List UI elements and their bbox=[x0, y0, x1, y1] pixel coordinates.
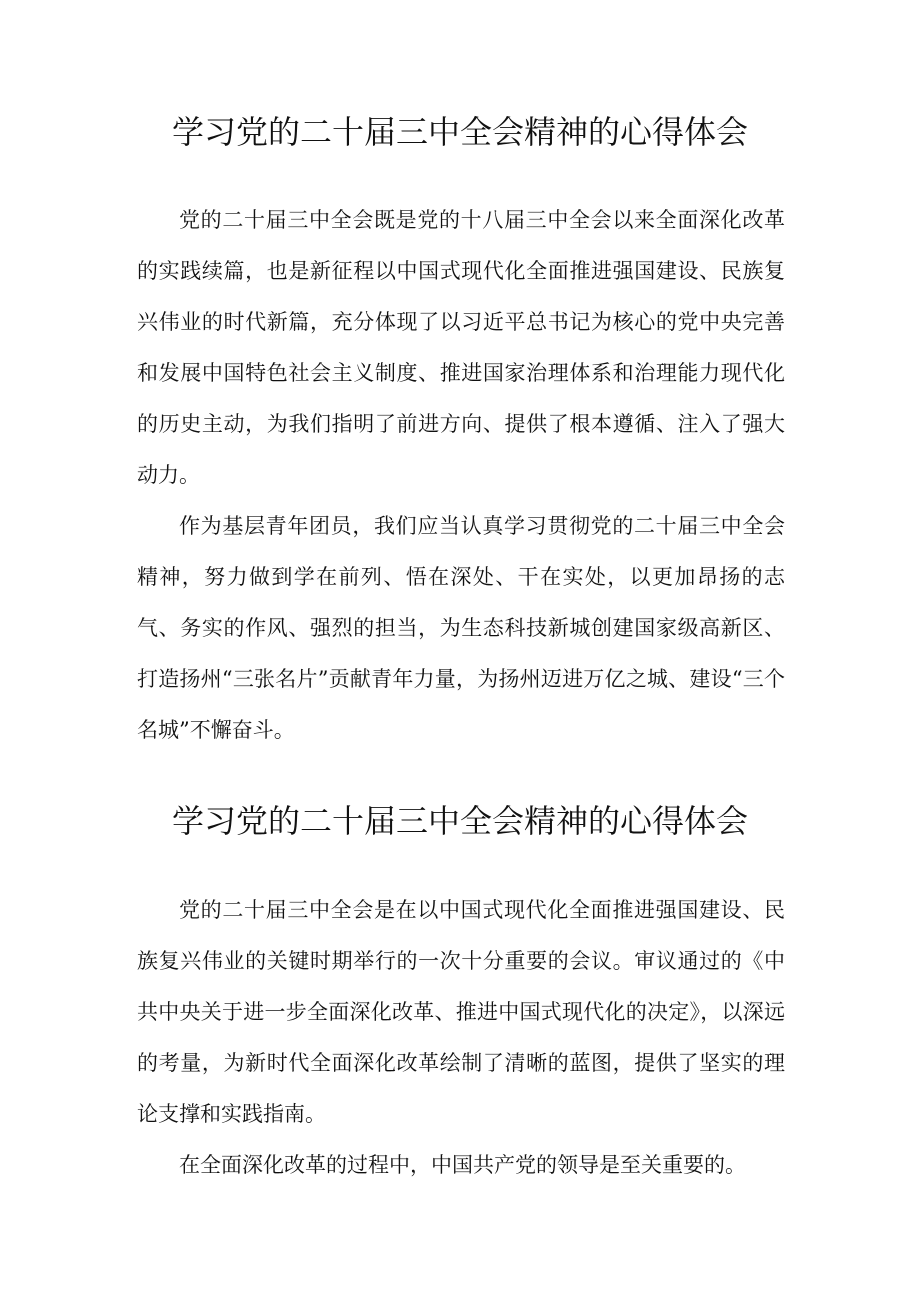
section-1-body bbox=[137, 195, 785, 756]
section-1-paragraph-2: 作为基层青年团员，我们应当认真学习贯彻党的二十届三中全会精神，努力做到学在前列、悟在深处、干在实处，以更加昂扬的志气、务实的作风、强烈的担当，为生态科技新城创建国家级高新区、打造扬州“三张名片”贡献青年力量，为扬州迈进万亿之城、建设“三个名城”不懈奋斗。 bbox=[137, 514, 785, 742]
section-1-paragraph-1: 党的二十届三中全会既是党的十八届三中全会以来全面深化改革的实践续篇，也是新征程以中国式现代化全面推进强国建设、民族复兴伟业的时代新篇，充分体现了以习近平总书记为核心的党中央完善和发展中国特色社会主义制度、推进国家治理体系和治理能力现代化的历史主动，为我们指明了前进方向、提供了根本遵循、注入了强大动力。 bbox=[137, 208, 785, 487]
section-2-title: 学习党的二十届三中全会精神的心得体会 bbox=[171, 802, 748, 840]
section-2-paragraph-2: 在全面深化改革的过程中，中国共产党的领导是至关重要的。 bbox=[179, 1153, 746, 1177]
section-2-paragraph-1: 党的二十届三中全会是在以中国式现代化全面推进强国建设、民族复兴伟业的关键时期举行的一次十分重要的会议。审议通过的《中共中央关于进一步全面深化改革、推进中国式现代化的决定》，以深远的考量，为新时代全面深化改革绘制了清晰的蓝图，提供了坚实的理论支撑和实践指南。 bbox=[137, 898, 785, 1126]
section-2-body bbox=[137, 885, 785, 1191]
section-1-title: 学习党的二十届三中全会精神的心得体会 bbox=[171, 113, 748, 151]
